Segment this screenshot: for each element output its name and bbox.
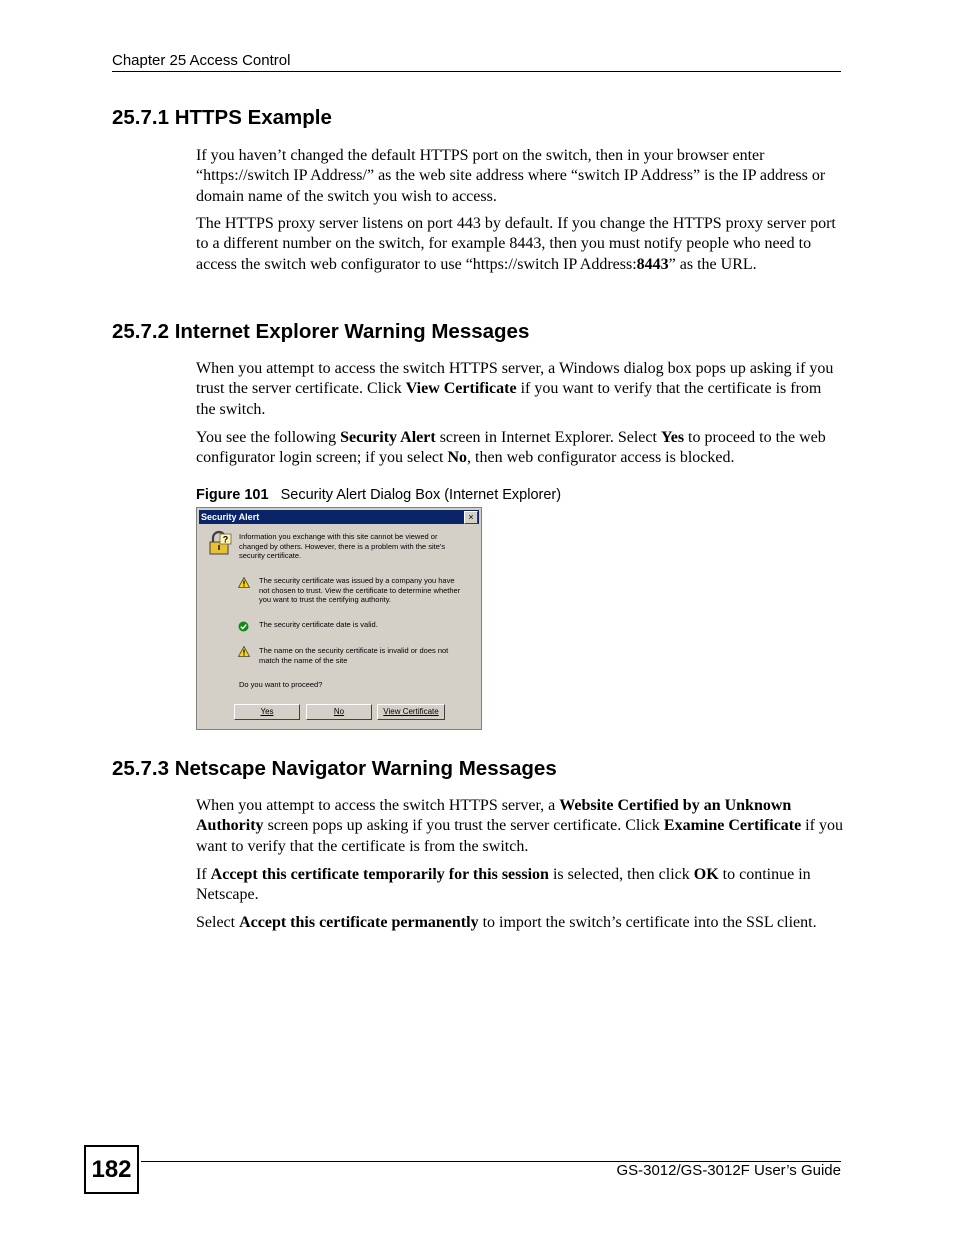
text: The HTTPS proxy server listens on port 443 by default. If you change the HTTPS proxy server port to a different number on the switch, for example 8443, then you must notify people who need to access the switch web configurator to use “https://switch IP Address: <box>196 215 836 273</box>
dialog-question: Do you want to proceed? <box>239 680 323 689</box>
bold-examine-certificate: Examine Certificate <box>663 817 802 835</box>
security-alert-dialog <box>196 507 482 730</box>
text: When you attempt to access the switch HTTPS server, a <box>196 797 560 814</box>
text: if you want to verify that the certificate is from the switch. <box>196 817 843 855</box>
bold-ok: OK <box>693 866 719 883</box>
text: , then web configurator access is blocked. <box>467 449 735 467</box>
security-lock-icon <box>206 530 232 556</box>
heading-netscape-warning-messages: 25.7.3 Netscape Navigator Warning Messages <box>112 757 557 780</box>
dialog-intro-line: changed by others. However, there is a problem with the site's <box>239 541 446 551</box>
page-number: 182 <box>84 1145 139 1194</box>
figure-caption <box>196 487 561 503</box>
heading-ie-warning-messages: 25.7.2 Internet Explorer Warning Messages <box>112 320 530 343</box>
warning-icon <box>238 577 250 588</box>
footer-guide-title: GS-3012/GS-3012F User’s Guide <box>616 1162 841 1179</box>
dialog-titlebar <box>199 510 479 524</box>
running-header: Chapter 25 Access Control <box>112 52 291 69</box>
warning-icon <box>238 646 250 657</box>
text: When you attempt to access the switch HTTPS server, a Windows dialog box pops up asking if you trust the server certificate. Click <box>196 360 834 398</box>
dialog-item-line: The name on the security certificate is invalid or does not <box>259 646 449 655</box>
text: ” as the URL. <box>668 255 757 273</box>
text: is selected, then click <box>548 866 694 883</box>
paragraph-https-default-port: If you haven’t changed the default HTTPS port on the switch, then in your browser enter “https://switch IP Address/” as the web site address where “switch IP Address” is the IP address or domain name of the switch you wish to access. <box>196 147 826 205</box>
bold-accept-permanently: Accept this certificate permanently <box>239 914 479 931</box>
check-icon <box>238 621 249 632</box>
no-button-label: No <box>333 707 345 716</box>
dialog-item-line: The security certificate date is valid. <box>259 620 378 629</box>
dialog-item-untrusted-issuer <box>259 576 460 605</box>
text: if you want to verify that the certificate is from the switch. <box>196 380 822 418</box>
dialog-item-line: not chosen to trust. View the certificate to determine whether <box>259 585 461 595</box>
text: screen pops up asking if you trust the server certificate. Click <box>263 817 664 835</box>
bold-accept-temporarily: Accept this certificate temporarily for this session <box>210 866 549 883</box>
figure-number: Figure 101 <box>196 487 269 503</box>
view-certificate-button-label: View Certificate <box>383 707 439 716</box>
yes-button-label: Yes <box>260 707 274 716</box>
dialog-item-line: you want to trust the certifying authority. <box>259 595 392 605</box>
paragraph-ie-security-alert <box>196 428 844 469</box>
yes-button[interactable] <box>234 704 300 720</box>
bold-no: No <box>447 449 468 467</box>
header-rule <box>112 71 841 72</box>
dialog-intro-line: security certificate. <box>239 551 302 561</box>
bold-yes: Yes <box>660 429 685 446</box>
text: If <box>196 866 211 883</box>
text: You see the following <box>196 429 341 446</box>
paragraph-netscape-permanent <box>196 913 844 933</box>
paragraph-netscape-temporary <box>196 865 844 906</box>
bold-view-certificate: View Certificate <box>405 380 517 398</box>
bold-security-alert: Security Alert <box>340 429 436 446</box>
no-button[interactable] <box>306 704 372 720</box>
paragraph-netscape-dialog <box>196 796 844 857</box>
text: to continue in Netscape. <box>196 866 811 904</box>
dialog-title: Security Alert <box>201 512 260 522</box>
text: to proceed to the web configurator login screen; if you select <box>196 429 826 467</box>
close-icon[interactable]: × <box>464 511 478 524</box>
dialog-intro-line: Information you exchange with this site cannot be viewed or <box>239 532 438 541</box>
bold-port-8443: 8443 <box>636 255 669 273</box>
view-certificate-button[interactable] <box>377 704 445 720</box>
text: to import the switch’s certificate into the SSL client. <box>478 914 817 931</box>
heading-https-example: 25.7.1 HTTPS Example <box>112 106 332 129</box>
text: Select <box>196 914 240 931</box>
paragraph-ie-dialog <box>196 359 844 420</box>
dialog-item-line: match the name of the site <box>259 655 348 665</box>
paragraph-https-proxy-port <box>196 214 844 275</box>
dialog-item-name-invalid <box>259 646 448 665</box>
figure-caption-text: Security Alert Dialog Box (Internet Explorer) <box>280 487 562 503</box>
dialog-item-line: The security certificate was issued by a company you have <box>259 576 455 585</box>
dialog-intro <box>239 532 445 561</box>
text: screen in Internet Explorer. Select <box>435 429 661 446</box>
svg-text:?: ? <box>222 534 229 545</box>
bold-website-certified: Website Certified by an Unknown Authority <box>196 797 792 835</box>
dialog-item-date-valid <box>259 620 378 630</box>
